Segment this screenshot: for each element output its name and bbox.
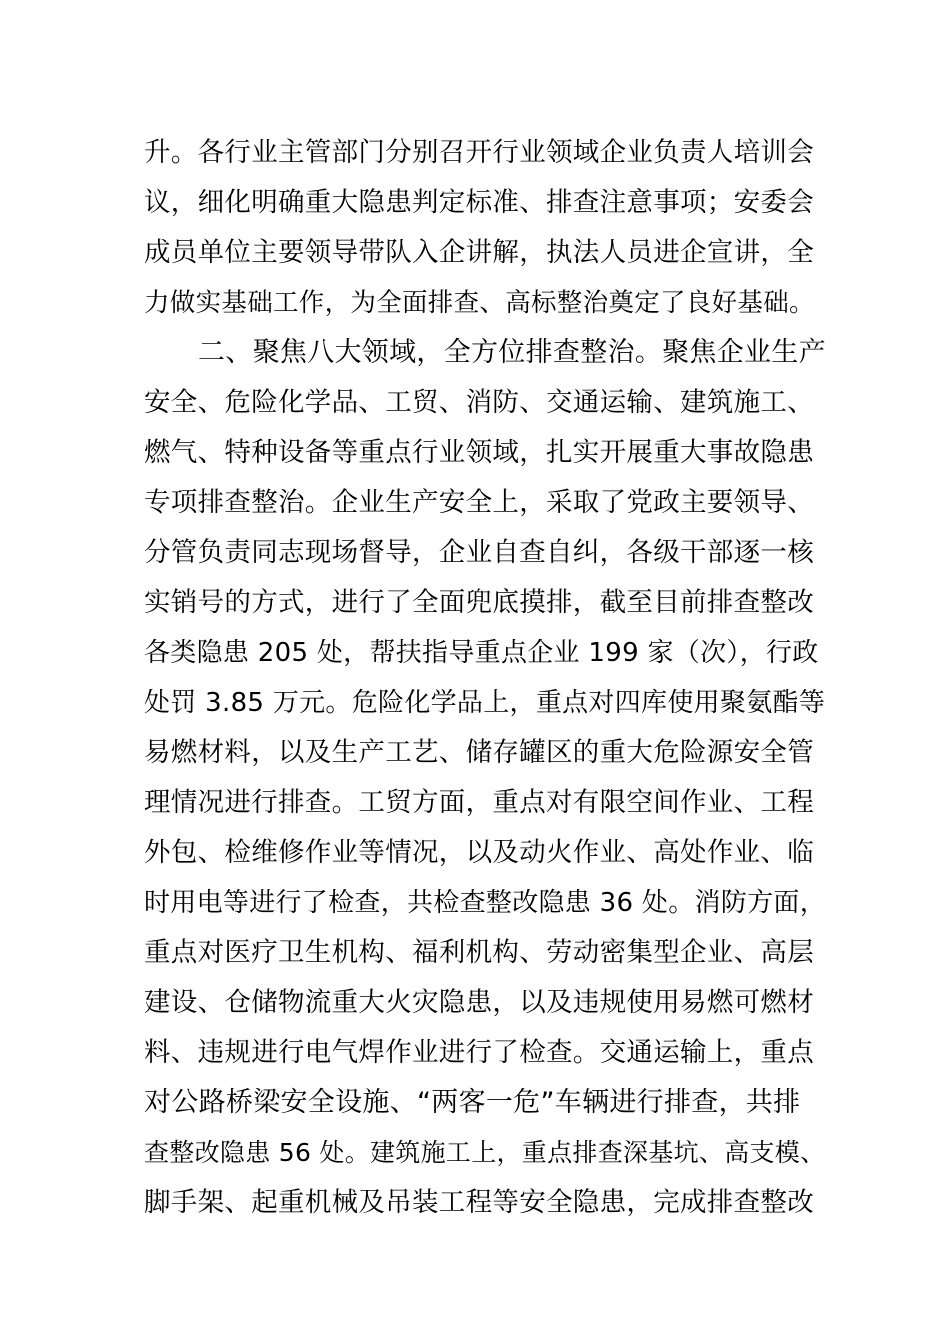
- text-line: 专项排查整治。企业生产安全上，采取了党政主要领导、: [144, 487, 814, 518]
- text-line: 成员单位主要领导带队入企讲解，执法人员进企宣讲，全: [144, 237, 814, 268]
- text-line: 重点对医疗卫生机构、福利机构、劳动密集型企业、高层: [144, 937, 814, 968]
- text-line: 查整改隐患 56 处。建筑施工上，重点排查深基坑、高支模、: [144, 1138, 826, 1167]
- text-line: 议，细化明确重大隐患判定标准、排查注意事项；安委会: [144, 187, 814, 218]
- text-line: 处罚 3.85 万元。危险化学品上，重点对四库使用聚氨酯等: [144, 688, 826, 718]
- text-line: 时用电等进行了检查，共检查整改隐患 36 处。消防方面，: [144, 888, 827, 918]
- text-line: 分管负责同志现场督导，企业自查自纠，各级干部逐一核: [144, 537, 814, 568]
- text-line: 安全、危险化学品、工贸、消防、交通运输、建筑施工、: [144, 387, 814, 418]
- text-line: 外包、检维修作业等情况，以及动火作业、高处作业、临: [144, 837, 814, 868]
- text-line: 各类隐患 205 处，帮扶指导重点企业 199 家（次），行政: [144, 638, 819, 668]
- text-line: 实销号的方式，进行了全面兜底摸排，截至目前排查整改: [144, 587, 814, 618]
- document-body: [144, 128, 827, 1228]
- text-line: 力做实基础工作，为全面排查、高标整治奠定了良好基础。: [144, 288, 815, 318]
- text-line: 对公路桥梁安全设施、“两客一危”车辆进行排查，共排: [144, 1087, 801, 1118]
- text-line: 料、违规进行电气焊作业进行了检查。交通运输上，重点: [144, 1037, 814, 1068]
- text-line: 脚手架、起重机械及吊装工程等安全隐患，完成排查整改: [144, 1187, 814, 1218]
- text-line: 升。各行业主管部门分别召开行业领域企业负责人培训会: [144, 137, 814, 168]
- text-line: 理情况进行排查。工贸方面，重点对有限空间作业、工程: [144, 787, 814, 818]
- text-line: 燃气、特种设备等重点行业领域，扎实开展重大事故隐患: [144, 437, 814, 468]
- text-line: 二、聚焦八大领域，全方位排查整治。聚焦企业生产: [198, 337, 826, 368]
- text-line: 建设、仓储物流重大火灾隐患，以及违规使用易燃可燃材: [144, 987, 814, 1018]
- text-line: 易燃材料，以及生产工艺、储存罐区的重大危险源安全管: [144, 737, 814, 768]
